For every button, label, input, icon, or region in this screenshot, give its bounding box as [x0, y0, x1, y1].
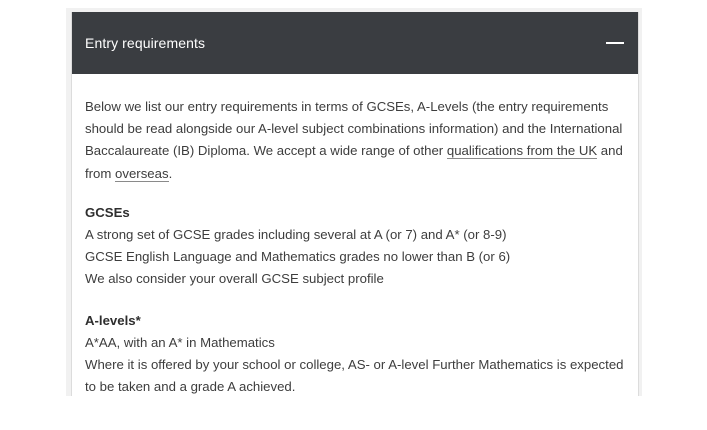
- gcses-line: A strong set of GCSE grades including several at A (or 7) and A* (or 8-9): [85, 227, 507, 243]
- alevels-heading: A-levels*: [85, 312, 141, 328]
- intro-paragraph: [85, 96, 625, 185]
- spacer: [85, 185, 625, 202]
- overseas-link[interactable]: overseas: [115, 165, 169, 181]
- accordion-header[interactable]: [72, 12, 638, 74]
- alevels-line: A*AA, with an A* in Mathematics: [85, 334, 275, 350]
- intro-text-end: .: [168, 165, 173, 181]
- intro-text: Below we list our entry requirements in terms of GCSEs, A-Levels (the entry requirements should be read alongside our A-level subject combinations information) and the International Baccalaureate (IB) Diploma. We accept a wide range of other: [85, 99, 623, 159]
- minus-icon[interactable]: [606, 42, 624, 44]
- entry-requirements-accordion: [71, 12, 639, 396]
- gcses-line: GCSE English Language and Mathematics grades no lower than B (or 6): [85, 249, 511, 265]
- qualifications-uk-link[interactable]: qualifications from the UK: [446, 143, 598, 159]
- alevels-line: Where it is offered by your school or college, AS- or A-level Further Mathematics is expected to be taken and a grade A achieved.: [85, 357, 624, 395]
- gcses-line: We also consider your overall GCSE subject profile: [85, 271, 384, 287]
- accordion-title: Entry requirements: [85, 35, 206, 51]
- accordion-content: [85, 96, 625, 396]
- spacer: [85, 291, 625, 310]
- gcses-heading: GCSEs: [85, 204, 130, 220]
- intro-text-between: and from: [85, 143, 623, 181]
